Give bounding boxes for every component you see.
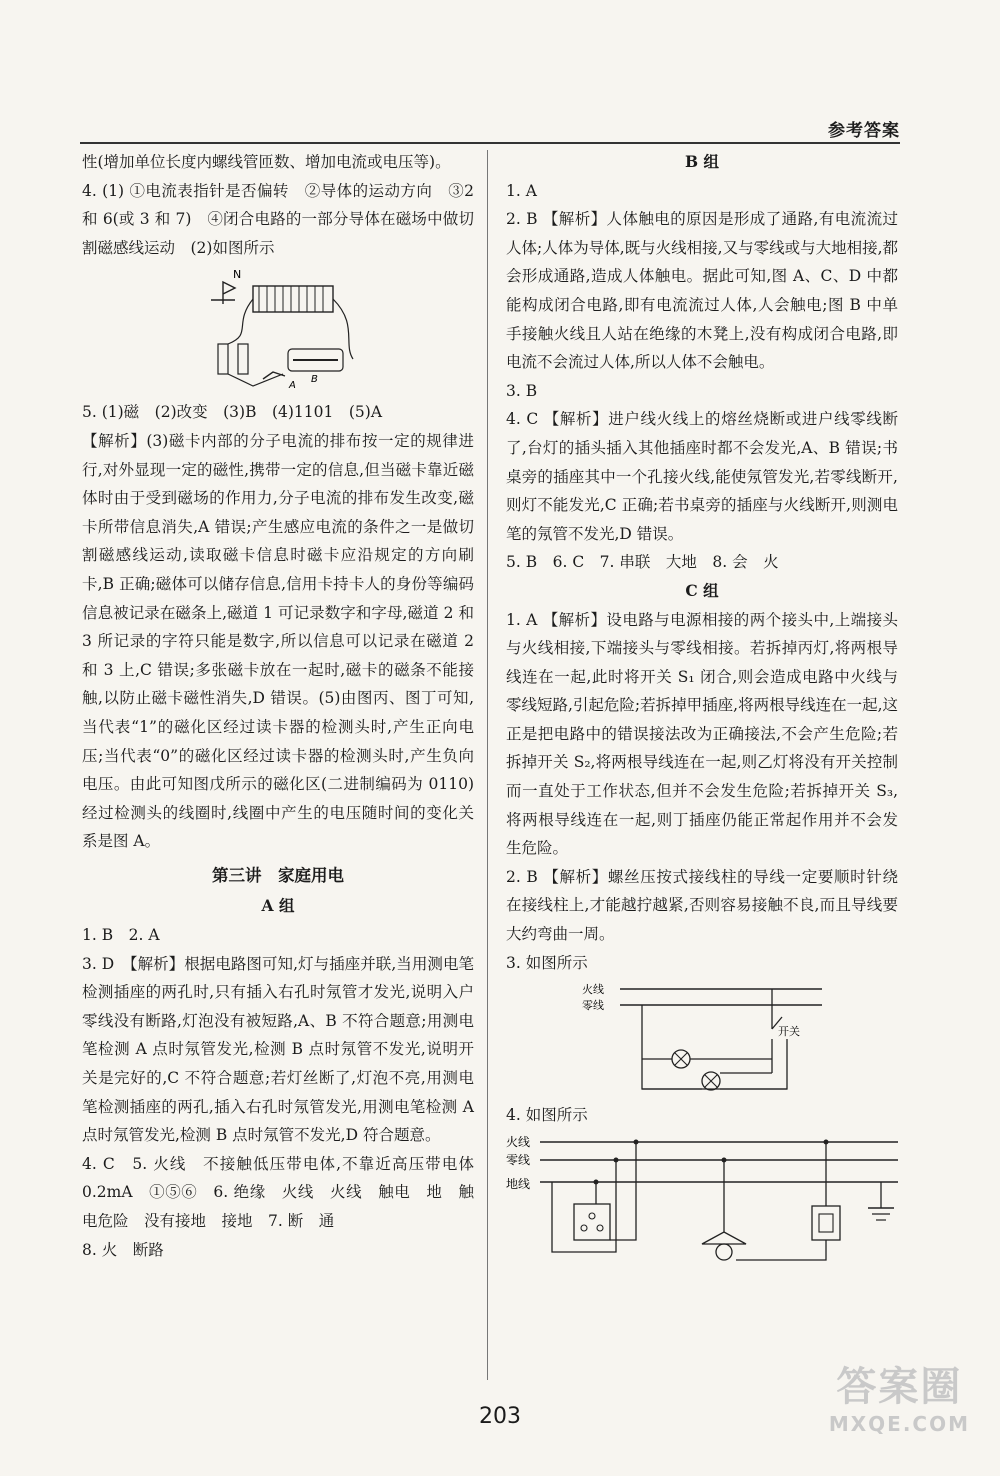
watermark-line2: MXQE.COM [828,1412,970,1436]
left-paragraph: 3. D 【解析】根据电路图可知,灯与插座并联,当用测电笔检测插座的两孔时,只有插入右孔时氖管才发光,说明入户零线没有断路,灯泡没有被短路,A、B 不符合题意;用测电笔检测 A 点时氖管发光,检测 B 点时氖管不发光,说明开关是完好的,C 不符合题意;若灯丝断了,灯泡不亮,用测电笔检测插座的两孔,插入右孔时氖管发光,用测电笔检测 A 点时氖管发光,检测 B 点时氖管不发光,D 符合题意。 [82,954,474,1145]
left-paragraph: 4. (1) ①电流表指针是否偏转 ②导体的运动方向 ③2 和 6(或 3 和 7) ④闭合电路的一部分导体在磁场中做切割磁感线运动 (2)如图所示 [82,181,474,257]
fig2-neutral-label: 零线 [582,999,604,1013]
right-paragraph: 3. B [506,381,538,400]
left-paragraph: 1. B 2. A [82,926,160,945]
group-heading: A 组 [261,896,295,916]
right-paragraph: 1. A [506,181,537,200]
right-paragraph: 1. A 【解析】设电路与电源相接的两个接头中,上端接头与火线相接,下端接头与零线相接。若拆掉丙灯,将两根导线连在一起,此时将开关 S₁ 闭合,则会造成电路中火线与零线短路,引起危险;若拆掉甲插座,将两根导线连在一起,这正是把电路中的错误接法改为正确接法,不会产生危险;若拆掉开关 S₂,将两根导线连在一起,则乙灯将没有开关控制而一直处于工作状态,但并不会发生危险;若拆掉开关 S₃,将两根导线连在一起,则丁插座仍能正常起作用并不会发生危险。 [506,610,899,858]
right-column [506,148,898,1276]
left-paragraph: 【解析】(3)磁卡内部的分子电流的排布按一定的规律进行,对外显现一定的磁性,携带一定的信息,但当磁卡靠近磁体时由于受到磁场的作用力,分子电流的排布发生改变,磁卡所带信息消失,A 错误;产生感应电流的条件之一是做切割磁感线运动,读取磁卡信息时磁卡应沿规定的方向刷卡,B 正确;磁体可以储存信息,信用卡持卡人的身份等编码信息被记录在磁条上,磁道 1 可记录数字和字母,磁道 2 和 3 所记录的字符只能是数字,所以信息可以记录在磁道 2 和 3 上,C 错误;多张磁卡放在一起时,磁卡的磁条不能接触,以防止磁卡磁性消失,D 错误。(5)由图丙、图丁可知,当代表“1”的磁化区经过读卡器的检测头时,产生正向电压;当代表“0”的磁化区经过读卡器的检测头时,产生负向电压。由此可知图戊所示的磁化区(二进制编码为 0110)经过检测头的线圈时,线圈中产生的电压随时间的变化关系是图 A。 [82,431,474,851]
two-lamp-circuit-figure [572,979,832,1097]
left-paragraph: 8. 火 断路 [82,1240,164,1259]
page-number: 203 [479,1404,521,1429]
fig3-ground-label: 地线 [506,1176,531,1191]
fig3-live-label: 火线 [506,1134,531,1149]
watermark-line1: 答案圈 [836,1364,963,1410]
watermark-logo [829,1355,970,1436]
household-wiring-figure [506,1132,898,1272]
fig2-live-label: 火线 [582,983,604,997]
fig3-neutral-label: 零线 [506,1152,531,1167]
section-title: 第三讲 家庭用电 [212,865,344,885]
fig1-label-n: N [233,268,242,282]
right-paragraph: 2. B 【解析】螺丝压按式接线柱的导线一定要顺时针绕在接线柱上,才能越拧越紧,否则容易接触不良,而且导线要大约弯曲一周。 [506,867,898,944]
right-paragraph: 2. B 【解析】人体触电的原因是形成了通路,有电流流过人体;人体为导体,既与火线相接,又与零线或与大地相接,都会形成通路,造成人体触电。据此可知,图 A、C、D 中都能构成闭合电路,即有电流流过人体,人会触电;图 B 中单手接触火线且人站在绝缘的木凳上,没有构成闭合电路,即电流不会流过人体,所以人体不会触电。 [506,210,899,372]
electromagnetic-induction-figure [193,264,363,394]
group-heading: B 组 [685,152,719,171]
header-title: 参考答案 [828,121,900,141]
right-paragraph: 5. B 6. C 7. 串联 大地 8. 会 火 [506,553,779,572]
fig2-switch-label: 开关 [778,1025,800,1039]
column-divider [487,150,488,1380]
right-paragraph: 4. C 【解析】进户线火线上的熔丝烧断或进户线零线断了,台灯的插头插入其他插座时都不会发光,A、B 错误;书桌旁的插座其中一个孔接火线,能使氖管发光,若零线断开,则灯不能发光,C 正确;若书桌旁的插座与火线断开,则测电笔的氖管不发光,D 错误。 [506,410,898,543]
left-paragraph: 4. C 5. 火线 不接触低压带电体,不靠近高压带电体 0.2mA ①⑤⑥ 6. 绝缘 火线 火线 触电 地 触电危险 没有接地 接地 7. 断 通 [82,1154,490,1230]
left-paragraph: 5. (1)磁 (2)改变 (3)B (4)1101 (5)A [82,403,383,422]
right-paragraph: 4. 如图所示 [506,1106,588,1125]
left-column [82,148,490,1264]
fig1-label-a: A [289,380,296,392]
group-heading: C 组 [685,580,719,600]
fig1-label-b: B [311,374,318,386]
left-paragraph: 性(增加单位长度内螺线管匝数、增加电流或电压等)。 [82,153,451,171]
header-rule [80,142,900,144]
right-paragraph: 3. 如图所示 [506,953,588,972]
